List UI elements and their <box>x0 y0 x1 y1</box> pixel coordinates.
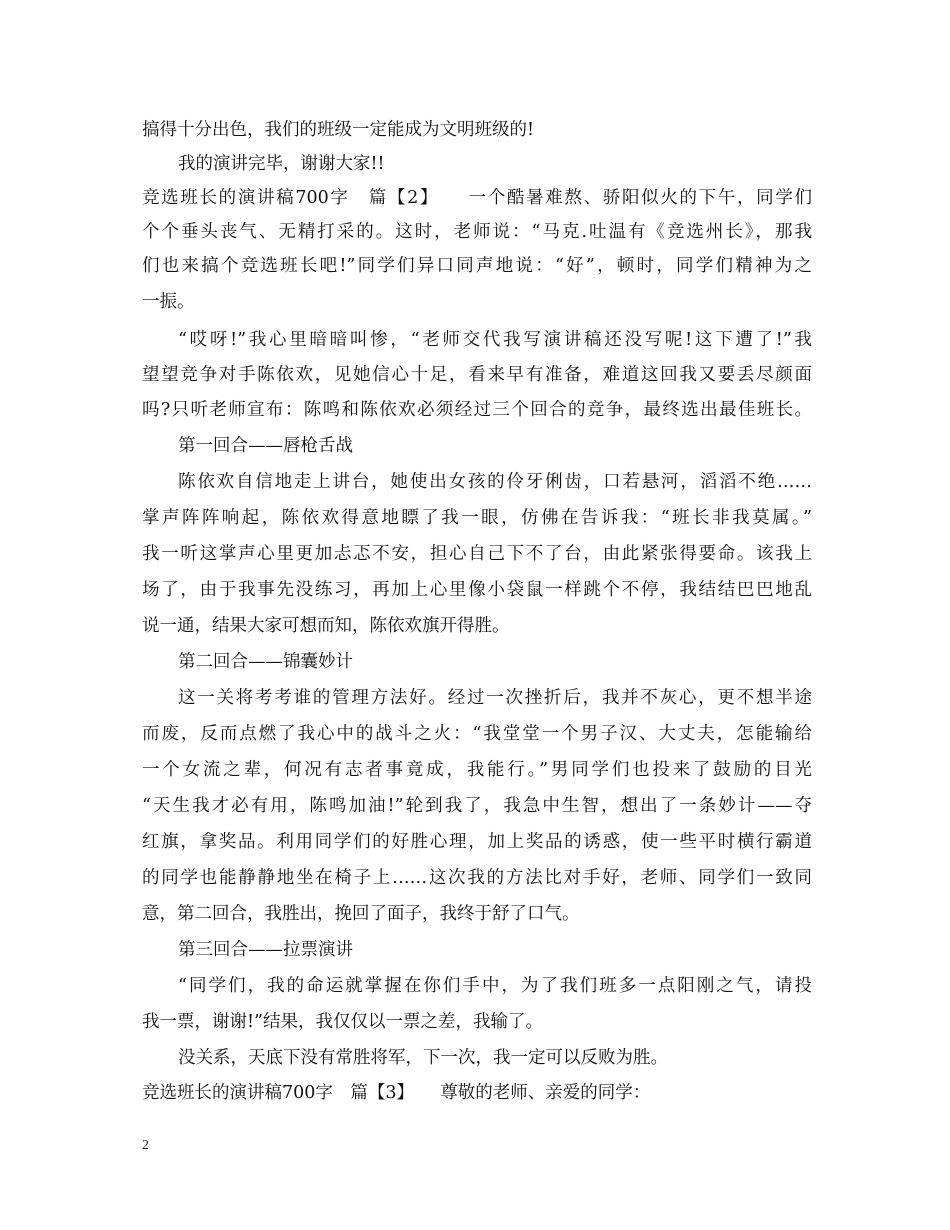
subheading-line: 第一回合——唇枪舌战 <box>178 436 353 456</box>
text-line: 个个垂头丧气、无精打采的。这时，老师说：“马克.吐温有《竞选州长》，那我 <box>142 222 812 242</box>
text-line: 望望竞争对手陈依欢，见她信心十足，看来早有准备，难道这回我又要丢尽颜面 <box>142 365 812 385</box>
subheading-line: 第三回合——拉票演讲 <box>178 940 353 960</box>
text-line: 一振。 <box>142 292 195 312</box>
text-line: “天生我才必有用，陈鸣加油!”轮到我了，我急中生智，想出了一条妙计——夺 <box>142 796 812 816</box>
page-number: 2 <box>142 1138 149 1153</box>
text-line: “哎呀!”我心里暗暗叫惨，“老师交代我写演讲稿还没写呢!这下遭了!”我 <box>178 330 812 350</box>
text-line: “同学们，我的命运就掌握在你们手中，为了我们班多一点阳刚之气，请投 <box>178 976 812 996</box>
text-line: 陈依欢自信地走上讲台，她使出女孩的伶牙俐齿，口若悬河，滔滔不绝…… <box>178 472 812 492</box>
text-line: 场了，由于我事先没练习，再加上心里像小袋鼠一样跳个不停，我结结巴巴地乱 <box>142 580 812 600</box>
text-line: 我的演讲完毕，谢谢大家!! <box>178 154 385 174</box>
text-line: 的同学也能静静地坐在椅子上……这次我的方法比对手好，老师、同学们一致同 <box>142 868 812 888</box>
text-line: 一个女流之辈，何况有志者事竟成，我能行。”男同学们也投来了鼓励的目光 <box>142 760 812 780</box>
text-line: 们也来搞个竞选班长吧!”同学们异口同声地说：“好”，顿时，同学们精神为之 <box>142 256 812 276</box>
section-heading-line: 竞选班长的演讲稿700字 篇【3】 尊敬的老师、亲爱的同学： <box>142 1083 651 1103</box>
text-line: 搞得十分出色，我们的班级一定能成为文明班级的! <box>142 120 535 140</box>
text-line: 红旗，拿奖品。利用同学们的好胜心理，加上奖品的诱惑，使一些平时横行霸道 <box>142 832 812 852</box>
text-line: 我一听这掌声心里更加忐忑不安，担心自己下不了台，由此紧张得要命。该我上 <box>142 544 812 564</box>
text-line: 说一通，结果大家可想而知，陈依欢旗开得胜。 <box>142 616 510 636</box>
text-line: 没关系，天底下没有常胜将军，下一次，我一定可以反败为胜。 <box>178 1048 668 1068</box>
subheading-line: 第二回合——锦囊妙计 <box>178 652 353 672</box>
text-line: 这一关将考考谁的管理方法好。经过一次挫折后，我并不灰心，更不想半途 <box>178 688 812 708</box>
text-line: 掌声阵阵响起，陈依欢得意地瞟了我一眼，仿佛在告诉我：“班长非我莫属。” <box>142 508 812 528</box>
section-heading-line: 竞选班长的演讲稿700字 篇【2】 一个酷暑难熬、骄阳似火的下午，同学们 <box>142 188 812 208</box>
text-line: 吗?只听老师宣布：陈鸣和陈依欢必须经过三个回合的竞争，最终选出最佳班长。 <box>142 400 812 420</box>
text-line: 意，第二回合，我胜出，挽回了面子，我终于舒了口气。 <box>142 904 580 924</box>
text-line: 我一票，谢谢!”结果，我仅仅以一票之差，我输了。 <box>142 1012 543 1032</box>
text-line: 而废，反而点燃了我心中的战斗之火：“我堂堂一个男子汉、大丈夫，怎能输给 <box>142 724 812 744</box>
